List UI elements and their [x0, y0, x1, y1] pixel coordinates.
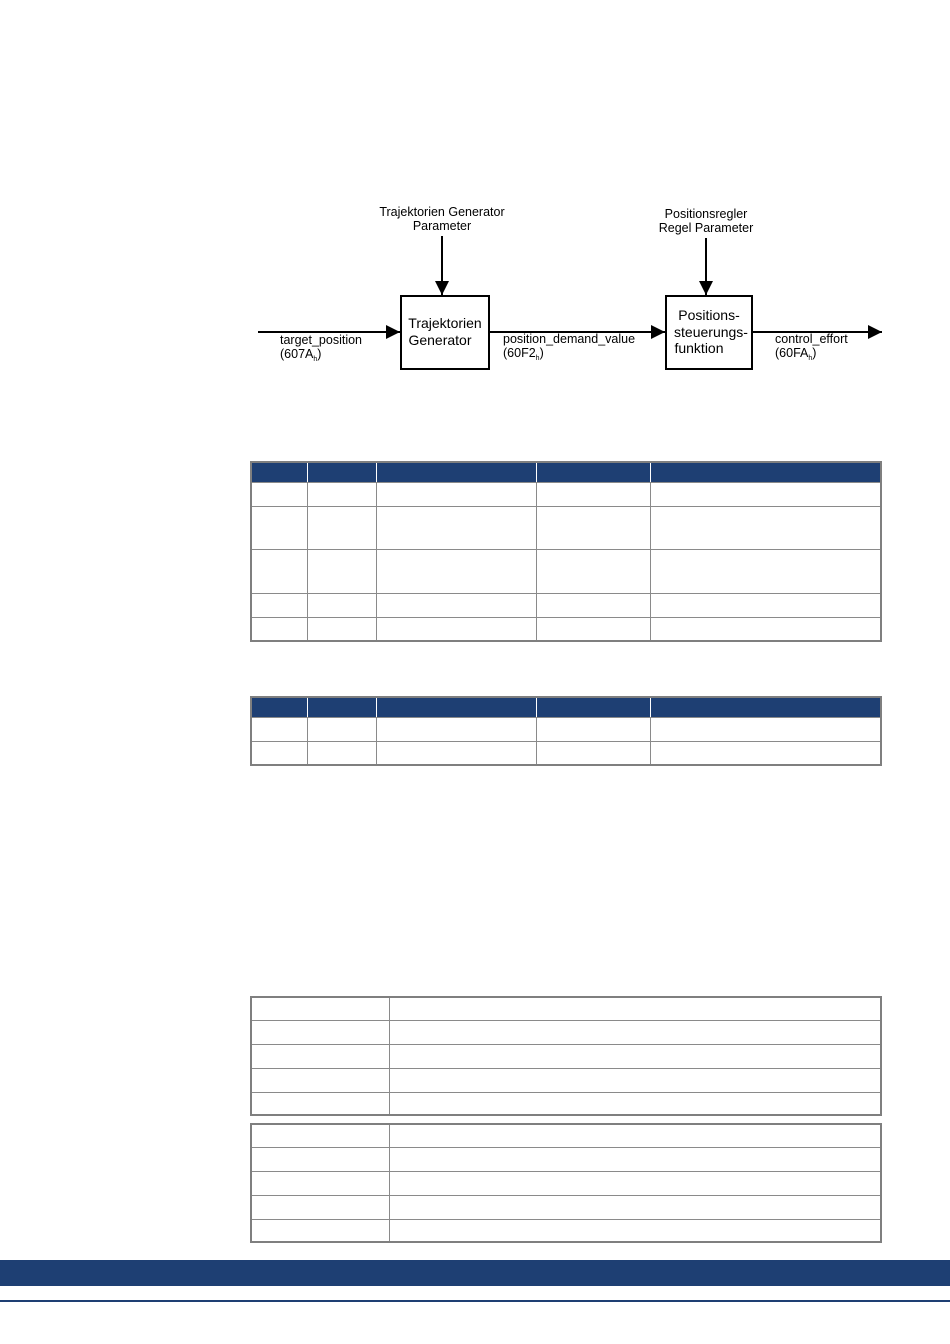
- table-cell: [251, 1171, 389, 1195]
- table-cell: [650, 483, 881, 507]
- table-cell: [307, 742, 376, 765]
- table-row: [251, 594, 881, 618]
- table-row: [251, 1171, 881, 1195]
- table-cell: [251, 1124, 389, 1147]
- table-cell: [251, 1147, 389, 1171]
- table-cell: [251, 550, 307, 594]
- table-cell: [376, 618, 536, 641]
- table-cell: [536, 550, 650, 594]
- footer-rule: [0, 1300, 950, 1302]
- table-row: [251, 1147, 881, 1171]
- table-cell: [389, 1147, 881, 1171]
- table-cell: [536, 507, 650, 550]
- table-cell: [536, 718, 650, 742]
- table-cell: [389, 1044, 881, 1068]
- table-row: [251, 618, 881, 641]
- header-cell: [307, 462, 376, 483]
- table-cell: [650, 594, 881, 618]
- header-cell: [376, 462, 536, 483]
- table-row: [251, 1219, 881, 1242]
- signal-out-index: $(60FA_h)$: [775, 346, 817, 362]
- header-cell: [307, 697, 376, 718]
- top-input-1-line1: Trajektorien Generator: [379, 205, 505, 219]
- table-cell: [307, 550, 376, 594]
- table-cell: [251, 742, 307, 765]
- header-cell: [376, 697, 536, 718]
- table-cell: [251, 594, 307, 618]
- signal-mid-index: $(60F2_h)$: [503, 346, 544, 362]
- table-row: [251, 1020, 881, 1044]
- table-cell: [650, 718, 881, 742]
- block-2-line2: steuerungs-: [674, 324, 748, 340]
- table-cell: [650, 507, 881, 550]
- signal-in-index: $(607A_h)$: [280, 347, 322, 363]
- table-cell: [376, 718, 536, 742]
- table-cell: [251, 718, 307, 742]
- table-cell: [251, 618, 307, 641]
- table-row: [251, 1124, 881, 1147]
- table-cell: [389, 1195, 881, 1219]
- table-cell: [251, 507, 307, 550]
- object-table-1: [250, 461, 882, 642]
- table-cell: [307, 507, 376, 550]
- table-cell: [251, 483, 307, 507]
- table-cell: [389, 1092, 881, 1115]
- signal-mid-name: position_demand_value: [503, 332, 636, 346]
- block-1-line2: Generator: [408, 332, 472, 348]
- table-cell: [251, 1044, 389, 1068]
- table-cell: [650, 618, 881, 641]
- table-cell: [251, 1219, 389, 1242]
- table-cell: [251, 1068, 389, 1092]
- table-row: [251, 1195, 881, 1219]
- table-cell: [536, 483, 650, 507]
- header-cell: [650, 697, 881, 718]
- table-cell: [251, 997, 389, 1020]
- object-table-2: [250, 696, 882, 766]
- table-cell: [307, 618, 376, 641]
- table-header-row: [251, 462, 881, 483]
- signal-out-name: control_effort: [775, 332, 848, 346]
- control-flow-diagram: [0, 0, 950, 420]
- top-input-1-line2: Parameter: [412, 219, 472, 233]
- footer-band: [0, 1260, 950, 1286]
- table-cell: [389, 1171, 881, 1195]
- top-input-2-line1: Positionsregler: [664, 207, 748, 221]
- table-cell: [307, 483, 376, 507]
- block-2-line3: funktion: [674, 340, 724, 356]
- block-2-line1: Positions-: [678, 307, 740, 323]
- table-cell: [650, 742, 881, 765]
- table-header-row: [251, 697, 881, 718]
- header-cell: [251, 697, 307, 718]
- table-cell: [389, 997, 881, 1020]
- header-cell: [536, 462, 650, 483]
- parameter-table-2: [250, 1123, 882, 1243]
- table-cell: [307, 594, 376, 618]
- header-cell: [650, 462, 881, 483]
- table-cell: [389, 1068, 881, 1092]
- table-cell: [376, 594, 536, 618]
- table-cell: [376, 507, 536, 550]
- table-cell: [251, 1195, 389, 1219]
- table-row: [251, 550, 881, 594]
- table-row: [251, 742, 881, 765]
- table-row: [251, 1068, 881, 1092]
- table-row: [251, 997, 881, 1020]
- table-row: [251, 1044, 881, 1068]
- table-cell: [307, 718, 376, 742]
- table-cell: [650, 550, 881, 594]
- signal-in-name: target_position: [280, 333, 363, 347]
- table-cell: [536, 742, 650, 765]
- table-row: [251, 718, 881, 742]
- table-cell: [251, 1092, 389, 1115]
- parameter-table-1: [250, 996, 882, 1116]
- table-cell: [389, 1124, 881, 1147]
- header-cell: [251, 462, 307, 483]
- table-row: [251, 1092, 881, 1115]
- table-cell: [376, 742, 536, 765]
- table-row: [251, 483, 881, 507]
- table-cell: [536, 594, 650, 618]
- block-1-line1: Trajektorien: [408, 315, 482, 331]
- table-cell: [376, 483, 536, 507]
- table-row: [251, 507, 881, 550]
- table-cell: [389, 1020, 881, 1044]
- table-cell: [376, 550, 536, 594]
- table-cell: [389, 1219, 881, 1242]
- top-input-2-line2: Regel Parameter: [658, 221, 754, 235]
- table-cell: [251, 1020, 389, 1044]
- table-cell: [536, 618, 650, 641]
- header-cell: [536, 697, 650, 718]
